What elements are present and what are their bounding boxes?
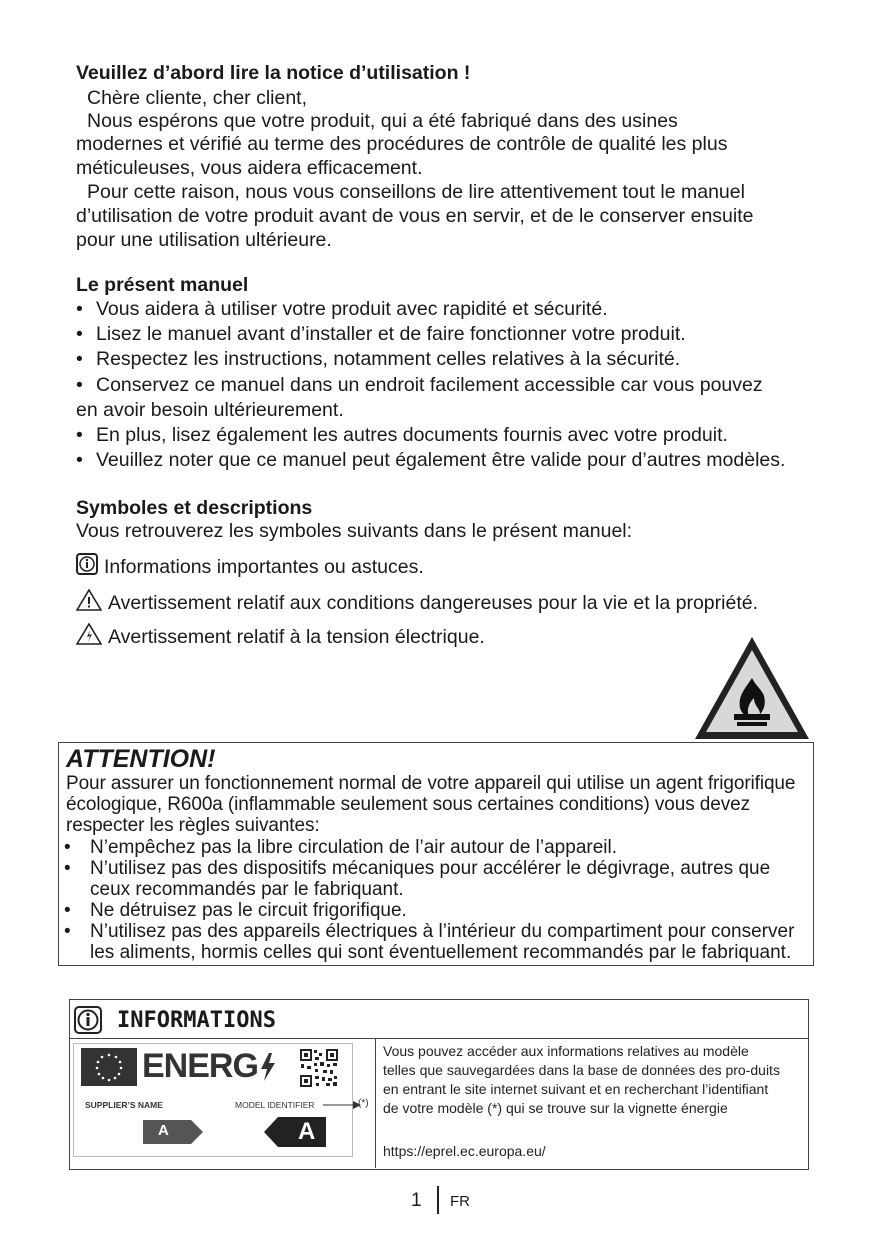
- arrow-right-icon: [323, 1100, 363, 1110]
- attention-body: Pour assurer un fonctionnement normal de votre appareil qui utilise un agent frigorifique écologique, R600a (inflammable seulement sous certaines conditions) vous devez respecter les règles suivantes:: [66, 773, 796, 836]
- symbol-row: [76, 623, 485, 651]
- energy-class-arrow-right: [264, 1117, 326, 1147]
- eu-flag-icon: [81, 1048, 137, 1086]
- divider: [375, 1038, 376, 1168]
- info-icon: [76, 553, 104, 581]
- attention-list: [59, 837, 811, 963]
- qr-code-icon: [299, 1048, 339, 1088]
- intro-line: pour une utilisation ultérieure.: [76, 229, 332, 251]
- list-item: • Respectez les instructions, notamment celles relatives à la sécurité.: [76, 348, 681, 370]
- list-item: • Lisez le manuel avant d’installer et de faire fonctionner votre produit.: [76, 323, 686, 345]
- informations-box: [69, 999, 809, 1170]
- flammable-warning-icon: [692, 634, 812, 747]
- warning-icon: [76, 589, 108, 617]
- symbols-heading: Symboles et descriptions: [76, 497, 313, 519]
- symbol-text: Avertissement relatif à la tension électrique.: [108, 626, 485, 648]
- symbol-row: [76, 589, 758, 617]
- intro-line: Pour cette raison, nous vous conseillons de lire attentivement tout le manuel: [87, 181, 745, 203]
- list-item: • En plus, lisez également les autres documents fournis avec votre produit.: [76, 424, 728, 446]
- lightning-icon: [260, 1053, 276, 1081]
- symbol-text: Informations importantes ou astuces.: [104, 556, 424, 578]
- info-icon: [74, 1006, 102, 1039]
- language-code: FR: [450, 1193, 470, 1210]
- intro-heading: Veuillez d’abord lire la notice d’utilisation !: [76, 62, 471, 84]
- intro-line: modernes et vérifié au terme des procédures de contrôle de qualité les plus: [76, 133, 728, 155]
- informations-text: Vous pouvez accéder aux informations relatives au modèle telles que sauvegardées dans la base de données des pro-duits en entrant le site internet suivant et en recherchant l’identifiant de votre modèle (*) qui se trouve sur la vignette énergie: [383, 1043, 780, 1116]
- energy-class-arrow-left: [143, 1120, 203, 1144]
- footer-divider: [437, 1186, 439, 1214]
- list-item: • Vous aidera à utiliser votre produit avec rapidité et sécurité.: [76, 298, 608, 320]
- symbol-text: Avertissement relatif aux conditions dangereuses pour la vie et la propriété.: [108, 592, 759, 614]
- energy-logo-text: ENERG: [142, 1047, 258, 1085]
- energy-class-right: A: [298, 1118, 316, 1145]
- symbol-row: [76, 553, 424, 581]
- symbols-intro: Vous retrouverez les symboles suivants dans le présent manuel:: [76, 520, 633, 542]
- model-identifier-label: MODEL IDENTIFIER: [235, 1100, 315, 1110]
- list-item: • N’utilisez pas des appareils électriques à l’intérieur du compartiment pour conserver les aliments, hormis celles qui sont éventuellement recommandés par le fabriquant.: [64, 921, 795, 963]
- electric-warning-icon: [76, 623, 108, 651]
- energy-class-left: A: [158, 1122, 169, 1139]
- informations-title: INFORMATIONS: [117, 1008, 276, 1033]
- intro-greeting: Chère cliente, cher client,: [87, 87, 308, 109]
- manual-heading: Le présent manuel: [76, 274, 249, 296]
- page-number: 1: [411, 1190, 422, 1211]
- supplier-name-label: SUPPLIER’S NAME: [85, 1100, 163, 1110]
- attention-box: [58, 742, 814, 966]
- model-marker: (*): [358, 1098, 369, 1109]
- list-item: • Veuillez noter que ce manuel peut également être valide pour d’autres modèles.: [76, 449, 786, 471]
- list-item: • N’empêchez pas la libre circulation de l’air autour de l’appareil.: [64, 837, 617, 858]
- intro-line: méticuleuses, vous aidera efficacement.: [76, 157, 423, 179]
- eprel-link[interactable]: https://eprel.ec.europa.eu/: [383, 1143, 546, 1159]
- list-item: • N’utilisez pas des dispositifs mécaniques pour accélérer le dégivrage, autres que ceux recommandés par le fabriquant.: [64, 858, 771, 900]
- attention-title: ATTENTION!: [66, 745, 216, 773]
- energy-label: [73, 1043, 353, 1157]
- intro-line: d’utilisation de votre produit avant de vous en servir, et de le conserver ensuite: [76, 205, 754, 227]
- informations-header: [70, 1000, 808, 1039]
- intro-line: Nous espérons que votre produit, qui a été fabriqué dans des usines: [87, 110, 678, 132]
- list-item: • Ne détruisez pas le circuit frigorifique.: [64, 900, 407, 921]
- list-item-continuation: en avoir besoin ultérieurement.: [76, 399, 344, 421]
- list-item: • Conservez ce manuel dans un endroit facilement accessible car vous pouvez: [76, 374, 763, 396]
